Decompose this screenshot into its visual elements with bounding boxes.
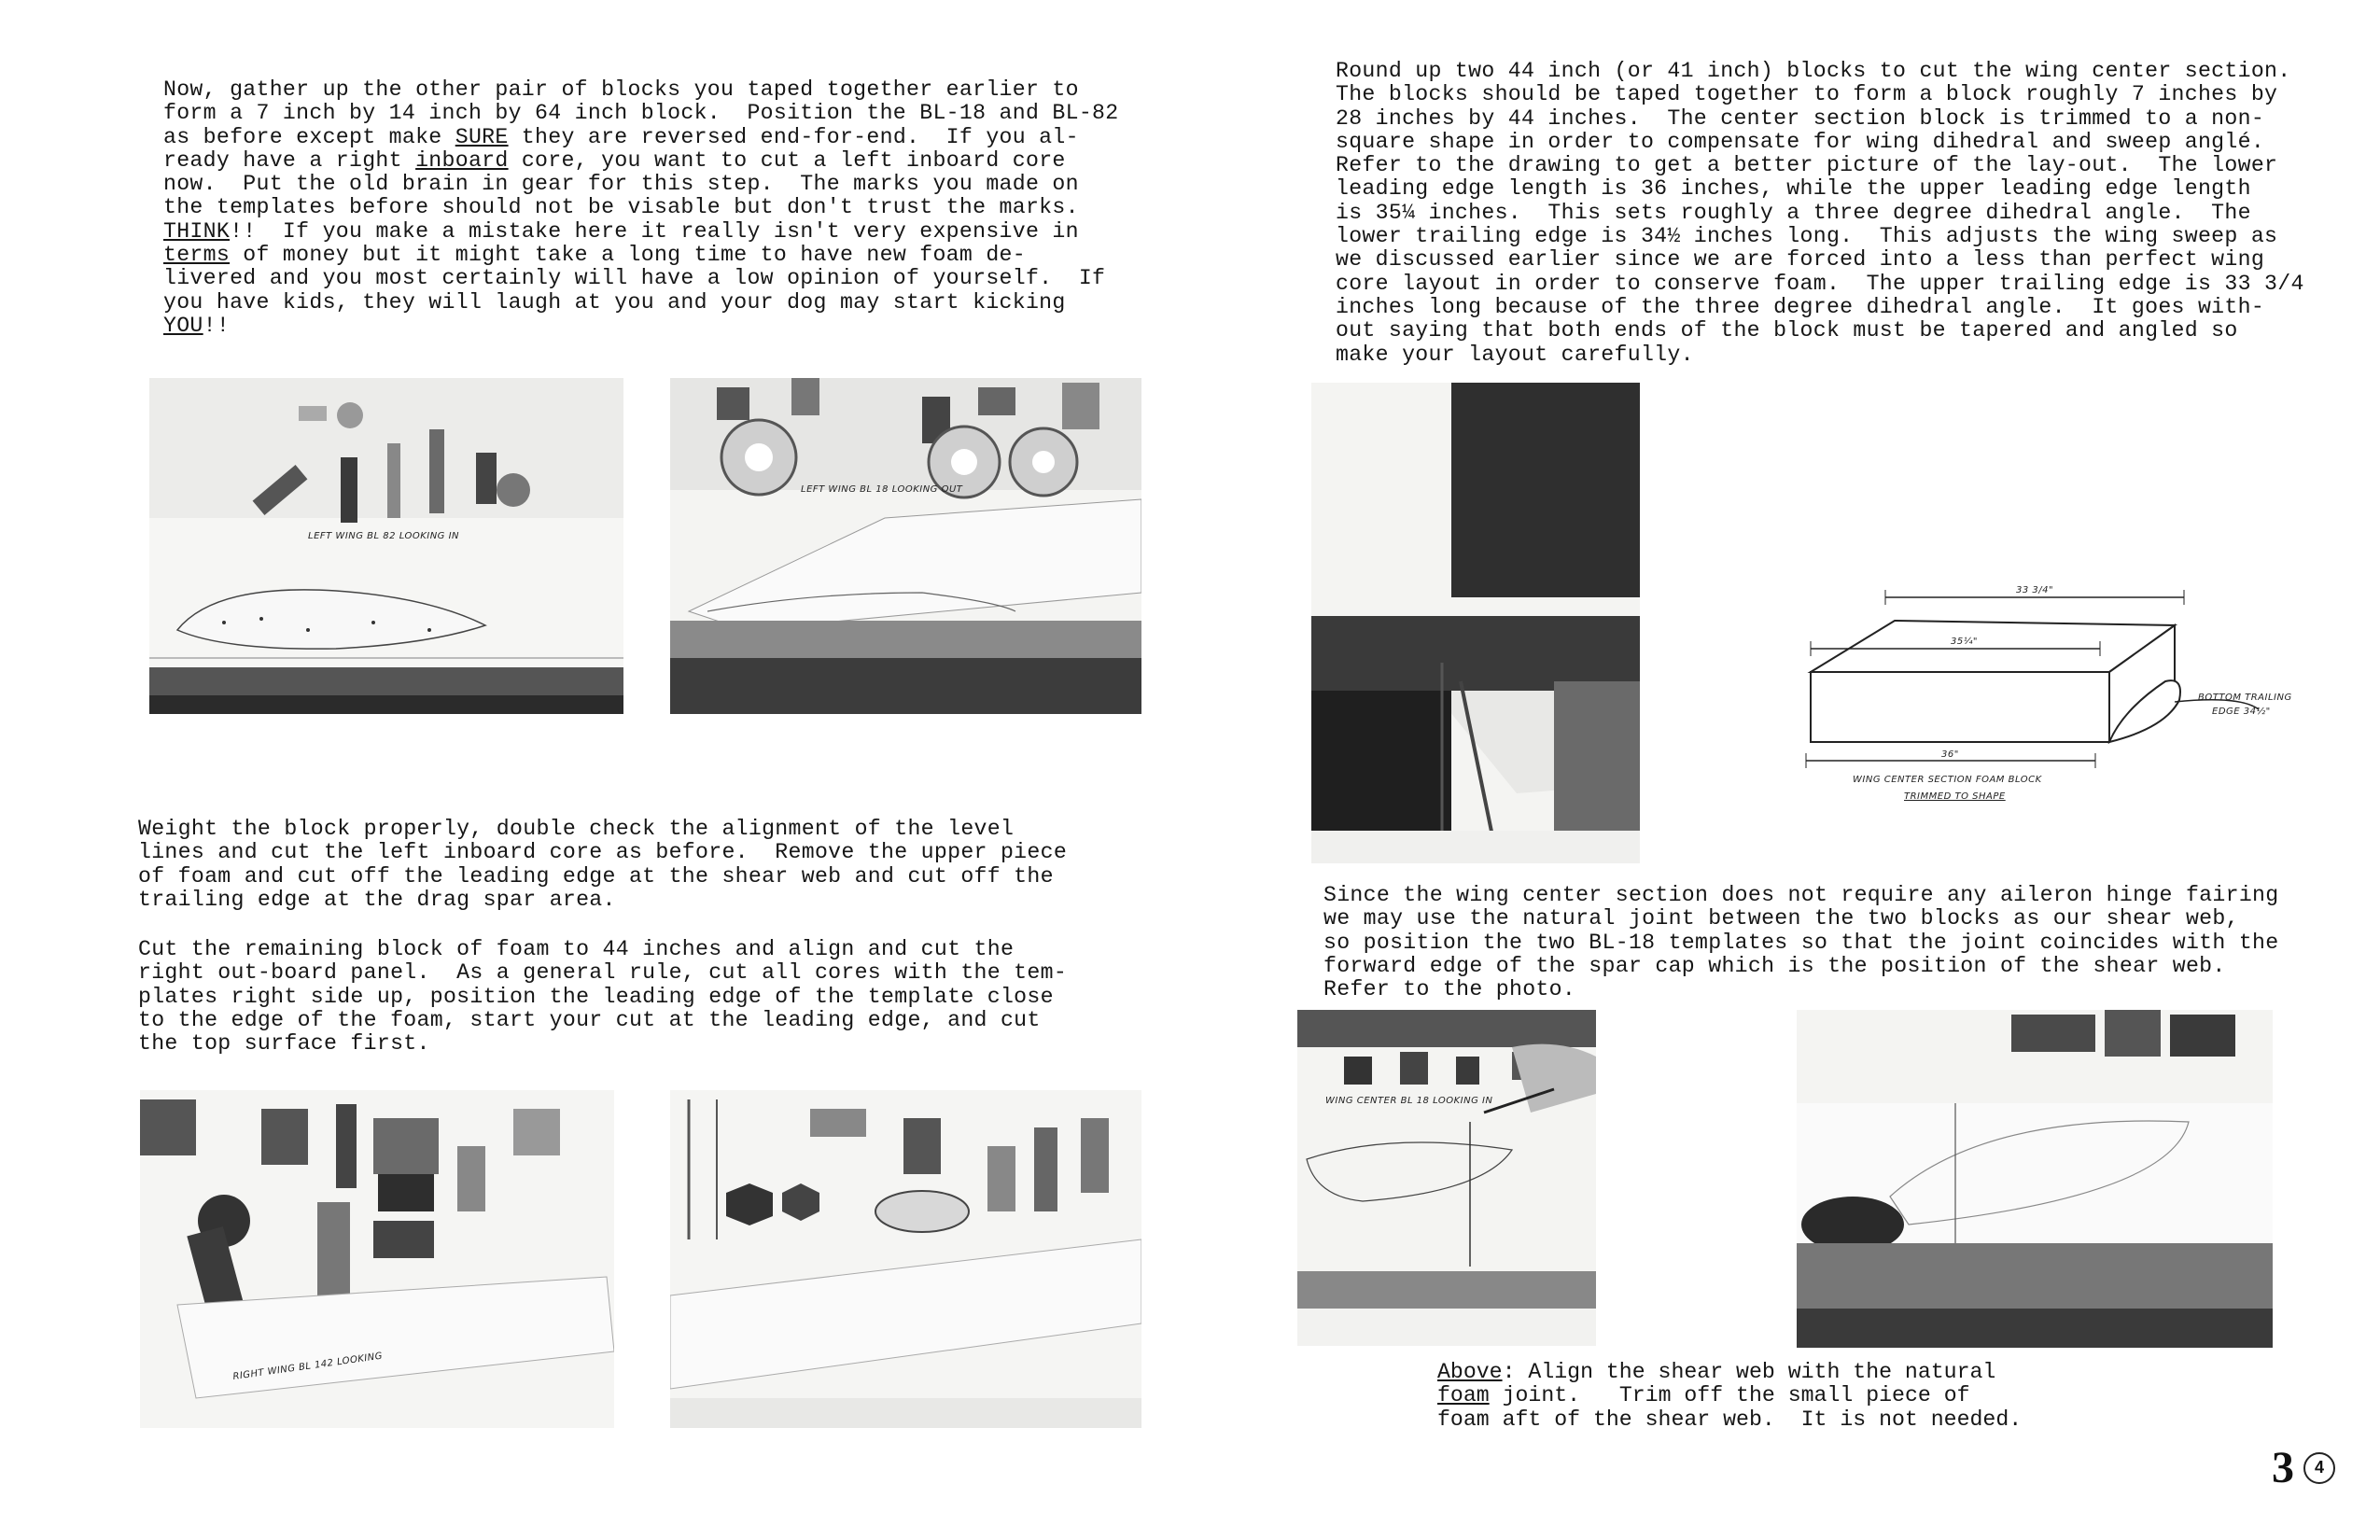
left-paragraph-1-line: YOU!!: [163, 313, 231, 338]
right-paragraph-1-line: leading edge length is 36 inches, while the upper leading edge length: [1336, 176, 2251, 202]
left-paragraph-1: [163, 78, 1118, 338]
left-paragraph-1-line: as before except make SURE they are reversed end-for-end. If you al-: [163, 124, 1079, 149]
page-number: [2272, 1442, 2335, 1493]
right-paragraph-1-line: lower trailing edge is 34½ inches long. This adjusts the wing sweep as: [1336, 224, 2278, 249]
right-paragraph-1-line: Refer to the drawing to get a better picture of the lay-out. The lower: [1336, 153, 2278, 178]
right-paragraph-1-line: is 35¼ inches. This sets roughly a three degree dihedral angle. The: [1336, 200, 2251, 225]
left-paragraph-1-line: terms of money but it might take a long time to have new foam de-: [163, 243, 1026, 268]
left-paragraph-1-line: ready have a right inboard core, you want to cut a left inboard core: [163, 147, 1066, 173]
right-paragraph-2: [1323, 884, 2278, 1001]
left-paragraph-1-line: form a 7 inch by 14 inch by 64 inch block. Position the BL-18 and BL-82: [163, 101, 1119, 126]
left-paragraph-1-line: livered and you most certainly will have a low opinion of yourself. If: [163, 266, 1106, 291]
right-paragraph-1-line: The blocks should be taped together to form a block roughly 7 inches by: [1336, 82, 2278, 107]
left-paragraph-1-line: the templates before should not be visable but don't trust the marks.: [163, 195, 1079, 220]
left-paragraph-3-line: Cut the remaining block of foam to 44 inches and align and cut the: [138, 937, 1015, 961]
left-paragraph-2-line: lines and cut the left inboard core as before. Remove the upper piece: [138, 840, 1068, 865]
left-paragraph-2-line: of foam and cut off the leading edge at the shear web and cut off the: [138, 863, 1054, 889]
right-paragraph-1-line: we discussed earlier since we are forced into a less than perfect wing: [1336, 247, 2265, 273]
photo-left-wing-bl82: [149, 378, 623, 714]
photo1-label: LEFT WING BL 82 LOOKING IN: [308, 531, 460, 541]
right-paragraph-2-line: Since the wing center section does not require any aileron hinge fairing: [1323, 883, 2279, 907]
left-paragraph-2-line: Weight the block properly, double check the alignment of the level: [138, 817, 1015, 841]
dim-mid-label: 35¼": [1951, 637, 1979, 647]
photo-left-wing-bl18: [670, 378, 1141, 714]
right-paragraph-1-line: inches long because of the three degree dihedral angle. It goes with-: [1336, 294, 2265, 319]
left-paragraph-1-line: now. Put the old brain in gear for this step. The marks you made on: [163, 172, 1079, 197]
photo-caption-line: foam joint. Trim off the small piece of: [1437, 1383, 1970, 1408]
photo-caption: [1437, 1361, 2022, 1432]
photo-caption-line: Above: Align the shear web with the natural: [1437, 1360, 1996, 1384]
dim-bottom-label: 36": [1941, 749, 1959, 760]
page-number-main: 3: [2272, 1443, 2294, 1492]
right-paragraph-1-line: core layout in order to conserve foam. The upper trailing edge is 33 3/4: [1336, 271, 2304, 296]
dim-top-label: 33 3/4": [2016, 585, 2054, 595]
page-number-circle: 4: [2303, 1452, 2335, 1484]
diagram-caption-2: TRIMMED TO SHAPE: [1904, 791, 2006, 802]
left-paragraph-2-line: trailing edge at the drag spar area.: [138, 887, 616, 912]
right-paragraph-1-line: 28 inches by 44 inches. The center section block is trimmed to a non-: [1336, 105, 2265, 131]
trailing-label-2: EDGE 34½": [2212, 707, 2271, 717]
photo-shear-web-joint: [1797, 1010, 2273, 1348]
right-paragraph-1-line: make your layout carefully.: [1336, 342, 1694, 367]
photo2-label: LEFT WING BL 18 LOOKING OUT: [801, 484, 963, 495]
center-section-diagram: [1755, 579, 2380, 831]
diagram-caption-1: WING CENTER SECTION FOAM BLOCK: [1853, 775, 2042, 785]
photo5-label: WING CENTER BL 18 LOOKING IN: [1325, 1096, 1493, 1106]
left-paragraph-3: [138, 938, 1067, 1056]
trailing-label-1: BOTTOM TRAILING: [2198, 693, 2292, 703]
photo-right-wing-bl142-b: [670, 1090, 1141, 1428]
right-paragraph-1-line: square shape in order to compensate for wing dihedral and sweep anglé.: [1336, 129, 2265, 154]
left-paragraph-1-line: THINK!! If you make a mistake here it really isn't very expensive in: [163, 218, 1079, 244]
right-paragraph-2-line: so position the two BL-18 templates so that the joint coincides with the: [1323, 930, 2279, 955]
right-paragraph-1: [1336, 60, 2304, 367]
photo-center-section-block: [1311, 383, 1640, 863]
right-paragraph-2-line: Refer to the photo.: [1323, 977, 1576, 1002]
right-paragraph-2-line: we may use the natural joint between the two blocks as our shear web,: [1323, 906, 2239, 931]
left-paragraph-3-line: the top surface first.: [138, 1031, 430, 1057]
photo-wing-center-bl18: [1297, 1010, 1596, 1346]
photo-right-wing-bl142: [140, 1090, 614, 1428]
right-page: [1190, 0, 2380, 1540]
right-paragraph-1-line: out saying that both ends of the block must be tapered and angled so: [1336, 318, 2238, 343]
left-paragraph-3-line: to the edge of the foam, start your cut at the leading edge, and cut: [138, 1007, 1041, 1032]
left-paragraph-3-line: right out-board panel. As a general rule, cut all cores with the tem-: [138, 960, 1068, 986]
left-paragraph-2: [138, 818, 1067, 912]
photo3-label: RIGHT WING BL 142 LOOKING: [231, 1351, 384, 1382]
right-paragraph-1-line: Round up two 44 inch (or 41 inch) blocks to cut the wing center section.: [1336, 59, 2291, 83]
right-paragraph-2-line: forward edge of the spar cap which is the position of the shear web.: [1323, 953, 2226, 978]
photo-caption-line: foam aft of the shear web. It is not needed.: [1437, 1407, 2023, 1432]
left-paragraph-3-line: plates right side up, position the leading edge of the template close: [138, 984, 1054, 1009]
left-paragraph-1-line: Now, gather up the other pair of blocks you taped together earlier to: [163, 77, 1079, 102]
left-paragraph-1-line: you have kids, they will laugh at you and your dog may start kicking: [163, 289, 1066, 315]
